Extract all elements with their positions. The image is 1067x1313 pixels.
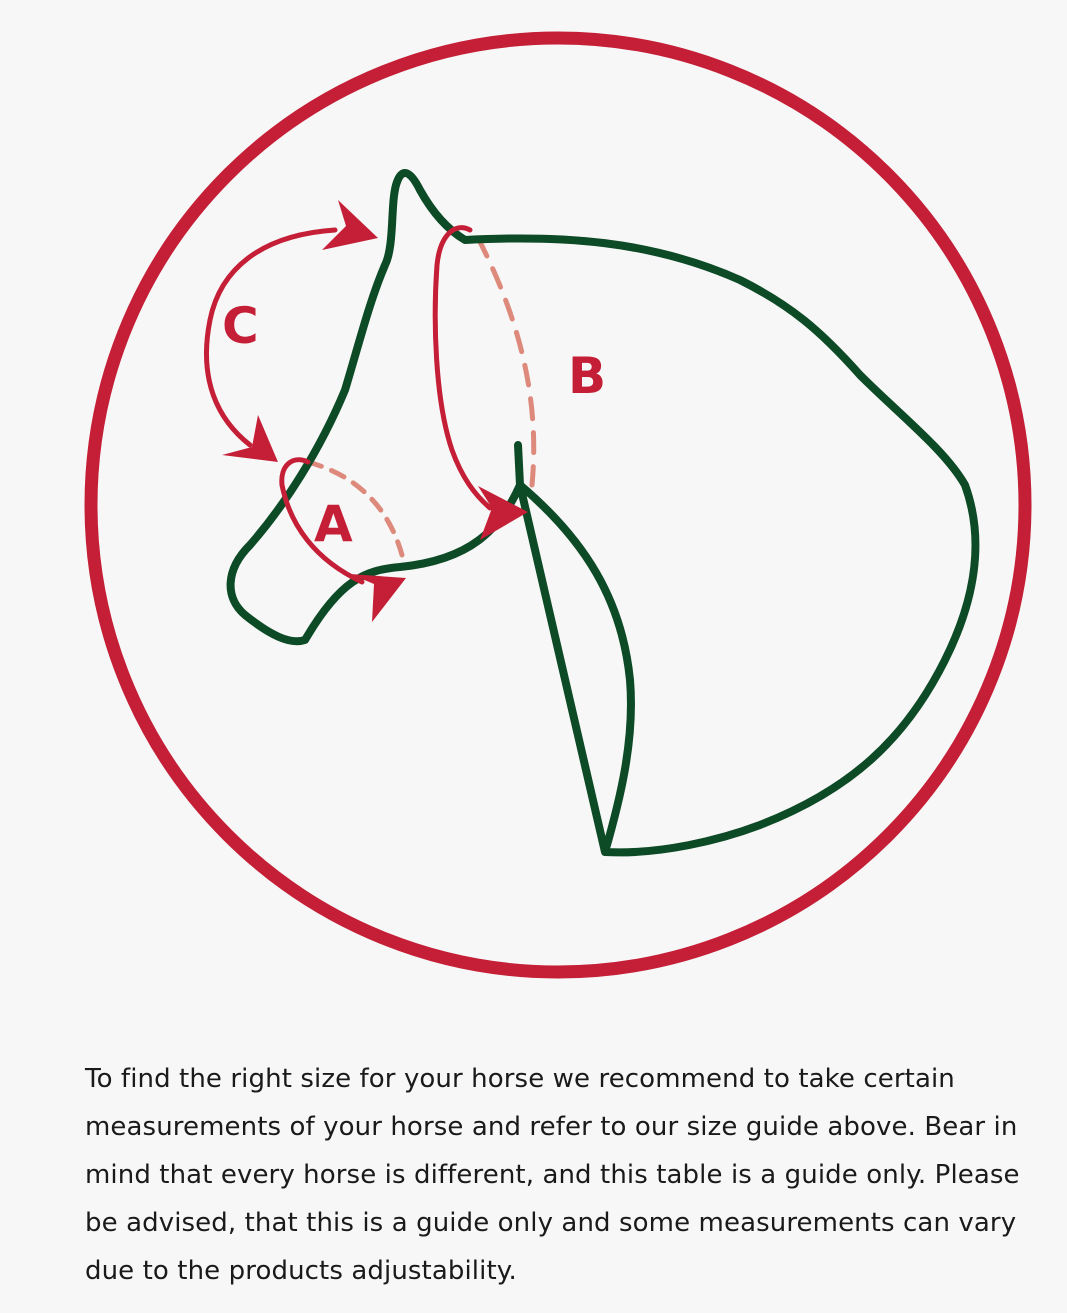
measure-label-c: C	[222, 297, 259, 355]
measure-b-line	[435, 228, 490, 508]
size-guide-paragraph: To find the right size for your horse we recommend to take certain measurements of your horse and refer to our size guide above. Bear in mind that every horse is different, and this table is a guide only. Please be advised, that this is a guide only and some measurements can vary due to the products adjustability.	[85, 1064, 1020, 1286]
outer-ring	[91, 38, 1025, 972]
measure-label-a: A	[314, 495, 353, 553]
measure-c-arrowhead-top	[322, 200, 378, 250]
measure-b-dashed-line	[478, 238, 534, 485]
measure-label-b: B	[568, 347, 607, 405]
